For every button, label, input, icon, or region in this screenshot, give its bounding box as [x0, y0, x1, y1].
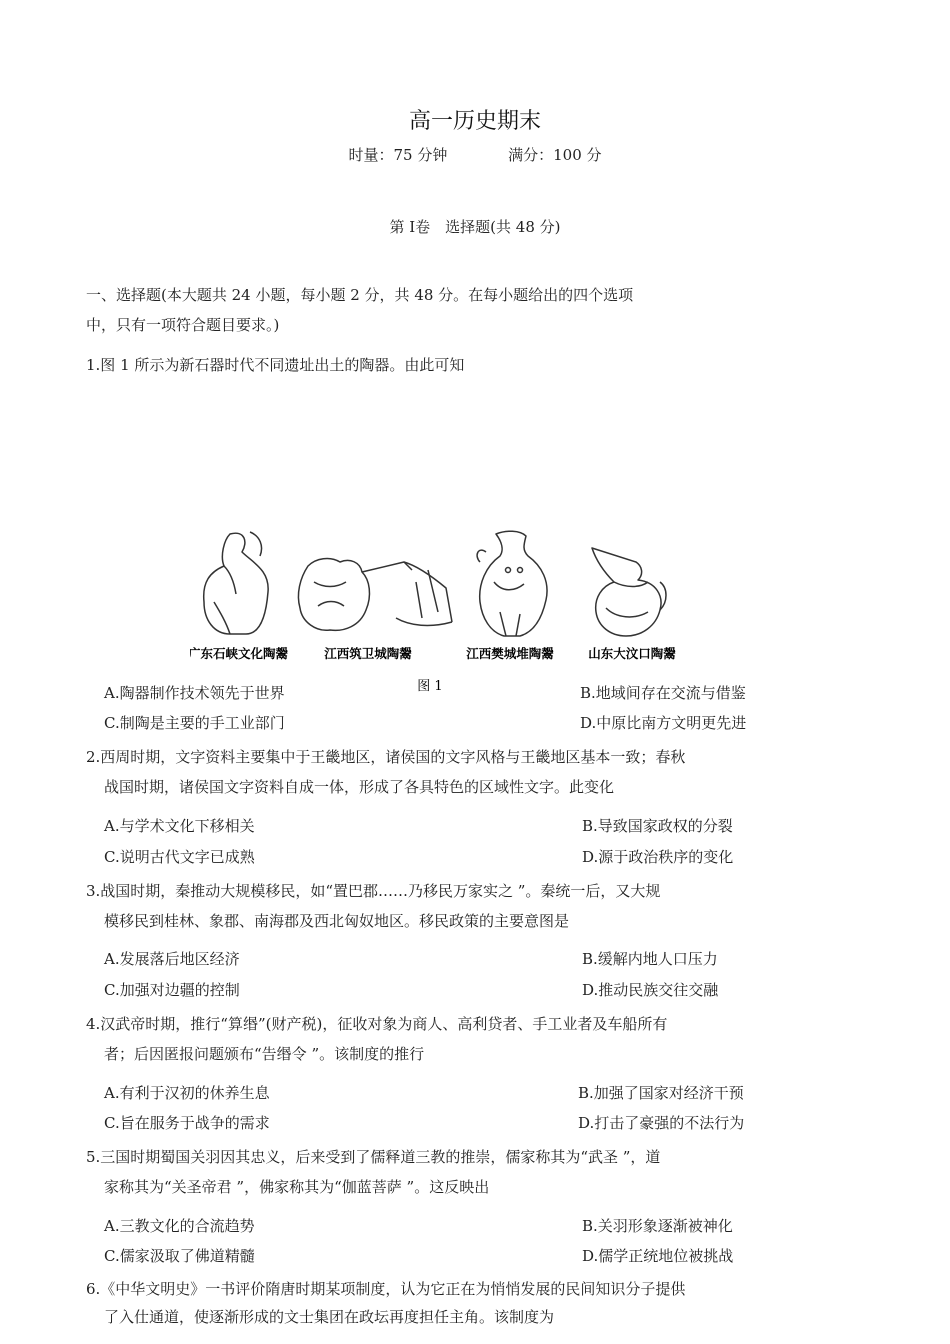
- question-1-option-d[interactable]: D.中原比南方文明更先进: [580, 714, 747, 732]
- question-1-option-b[interactable]: B.地域间存在交流与借鉴: [580, 684, 746, 702]
- pottery-vessel-fanchengdui: [477, 531, 547, 636]
- question-4-option-c[interactable]: C.旨在服务于战争的需求: [104, 1114, 270, 1132]
- question-6-stem-line2: 了入仕通道，使逐渐形成的文士集团在政坛再度担任主角。该制度为: [104, 1308, 555, 1326]
- question-2-stem-line1: 2.西周时期，文字资料主要集中于王畿地区，诸侯国的文字风格与王畿地区基本一致；春秋: [86, 748, 686, 766]
- question-4-stem-line1: 4.汉武帝时期，推行“算缗”(财产税)，征收对象为商人、高利贷者、手工业者及车船所有: [86, 1015, 668, 1033]
- question-3-stem-line2: 模移民到桂林、象郡、南海郡及西北匈奴地区。移民政策的主要意图是: [104, 912, 570, 930]
- question-2-option-b[interactable]: B.导致国家政权的分裂: [582, 817, 733, 835]
- figure-label: 图 1: [417, 679, 443, 692]
- pottery-vessel-zhuweicheng: [298, 559, 452, 631]
- question-1-stem: 1.图 1 所示为新石器时代不同遗址出土的陶器。由此可知: [86, 356, 465, 374]
- section-title: 第 Ⅰ卷 选择题(共 48 分): [389, 218, 561, 236]
- section-instruction-line1: 一、选择题(本大题共 24 小题，每小题 2 分，共 48 分。在每小题给出的四个选项: [86, 286, 634, 304]
- question-5-option-a[interactable]: A.三教文化的合流趋势: [104, 1217, 255, 1235]
- question-2-stem-line2: 战国时期，诸侯国文字资料自成一体，形成了各具特色的区域性文字。此变化: [104, 778, 615, 796]
- question-1-option-c[interactable]: C.制陶是主要的手工业部门: [104, 714, 285, 732]
- question-3-option-c[interactable]: C.加强对边疆的控制: [104, 981, 240, 999]
- figure-caption-shixia: 广东石峡文化陶鬶: [190, 646, 289, 661]
- question-3-option-d[interactable]: D.推动民族交往交融: [582, 981, 719, 999]
- question-5-option-d[interactable]: D.儒学正统地位被挑战: [582, 1247, 734, 1265]
- question-4-option-a[interactable]: A.有利于汉初的休养生息: [104, 1084, 270, 1102]
- pottery-illustrations: [190, 522, 690, 692]
- figure-1: [190, 522, 690, 692]
- page-title: 高一历史期末: [408, 109, 541, 134]
- pottery-vessel-shixia: [204, 532, 268, 634]
- question-5-option-c[interactable]: C.儒家汲取了佛道精髓: [104, 1247, 255, 1265]
- exam-meta: [0, 144, 950, 165]
- figure-caption-fanchengdui: 江西樊城堆陶鬶: [466, 646, 554, 661]
- question-2-option-d[interactable]: D.源于政治秩序的变化: [582, 848, 734, 866]
- question-1-option-a[interactable]: A.陶器制作技术领先于世界: [104, 684, 285, 702]
- pottery-vessel-dawenkou: [592, 548, 666, 636]
- question-6-stem-line1: 6.《中华文明史》一书评价隋唐时期某项制度，认为它正在为悄悄发展的民间知识分子提供: [86, 1280, 686, 1298]
- exam-time: 时量：75 分钟: [348, 146, 448, 164]
- figure-caption-dawenkou: 山东大汶口陶鬶: [588, 646, 676, 661]
- question-3-stem-line1: 3.战国时期，秦推动大规模移民，如“置巴郡……乃移民万家实之 ”。秦统一后，又大规: [86, 882, 661, 900]
- section-instruction-line2: 中，只有一项符合题目要求。): [86, 316, 280, 334]
- exam-score: 满分：100 分: [508, 146, 602, 164]
- question-3-option-b[interactable]: B.缓解内地人口压力: [582, 950, 718, 968]
- question-5-stem-line2: 家称其为“关圣帝君 ”，佛家称其为“伽蓝菩萨 ”。这反映出: [104, 1178, 490, 1196]
- question-3-option-a[interactable]: A.发展落后地区经济: [104, 950, 240, 968]
- question-2-option-a[interactable]: A.与学术文化下移相关: [104, 817, 255, 835]
- question-4-stem-line2: 者；后因匿报问题颁布“告缗令 ”。该制度的推行: [104, 1045, 425, 1063]
- question-5-option-b[interactable]: B.关羽形象逐渐被神化: [582, 1217, 733, 1235]
- question-4-option-d[interactable]: D.打击了豪强的不法行为: [578, 1114, 745, 1132]
- question-5-stem-line1: 5.三国时期蜀国关羽因其忠义，后来受到了儒释道三教的推崇，儒家称其为“武圣 ”，道: [86, 1148, 661, 1166]
- question-4-option-b[interactable]: B.加强了国家对经济干预: [578, 1084, 744, 1102]
- figure-caption-zhuweicheng: 江西筑卫城陶鬶: [324, 646, 412, 661]
- question-2-option-c[interactable]: C.说明古代文字已成熟: [104, 848, 255, 866]
